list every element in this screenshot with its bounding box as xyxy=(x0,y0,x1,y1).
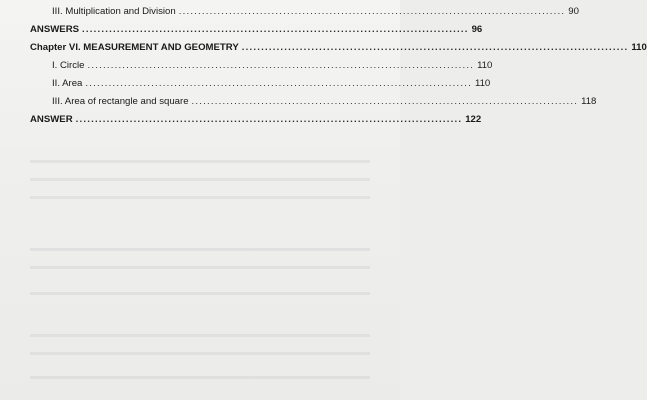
toc-entry-page: 118 xyxy=(581,96,597,107)
toc-entry-page: 110 xyxy=(477,60,493,71)
toc-entry-page: 96 xyxy=(471,24,483,35)
toc-entry-page: 110 xyxy=(474,78,491,89)
toc-leader-dots: .................................................................................................... xyxy=(87,60,475,71)
toc-leader-dots: .................................................................................................... xyxy=(178,6,566,17)
bleed-through-line xyxy=(30,160,370,163)
toc-entry-label: III. Area of rectangle and square xyxy=(52,96,189,107)
toc-entry-circle xyxy=(30,57,493,75)
toc-leader-dots: .................................................................................................... xyxy=(75,114,463,125)
toc-leader-dots: .................................................................................................... xyxy=(85,78,472,89)
toc-entry-label: ANSWERS xyxy=(30,24,80,35)
toc-leader-dots: .................................................................................................... xyxy=(191,96,579,107)
bleed-through-line xyxy=(30,178,370,181)
toc-entry-chapter-6 xyxy=(30,39,647,57)
bleed-through-line xyxy=(30,196,370,199)
toc-entry-label: Chapter VI. MEASUREMENT AND GEOMETRY xyxy=(30,42,239,53)
bleed-through-line xyxy=(30,266,370,269)
toc-entry-answers xyxy=(30,21,483,39)
bleed-through-line xyxy=(30,248,370,251)
toc-entry-page: 122 xyxy=(465,114,482,125)
table-of-contents xyxy=(30,0,647,129)
toc-entry-page: 110 xyxy=(631,42,647,53)
toc-entry-area-rectangle-square xyxy=(30,93,597,111)
toc-entry-page: 90 xyxy=(568,6,579,17)
bleed-through-line xyxy=(30,376,370,379)
toc-entry-answer xyxy=(30,111,482,129)
toc-leader-dots: .................................................................................................... xyxy=(82,24,469,35)
toc-entry-label: I. Circle xyxy=(52,60,85,71)
toc-leader-dots: .................................................................................................... xyxy=(241,42,629,53)
toc-entry-label: III. Multiplication and Division xyxy=(52,6,176,17)
bleed-through-line xyxy=(30,352,370,355)
bleed-through-line xyxy=(30,292,370,295)
bleed-through-line xyxy=(30,334,370,337)
toc-entry-multiplication-division xyxy=(30,3,579,21)
toc-entry-label: ANSWER xyxy=(30,114,73,125)
toc-entry-area xyxy=(30,75,491,93)
toc-entry-label: II. Area xyxy=(52,78,83,89)
